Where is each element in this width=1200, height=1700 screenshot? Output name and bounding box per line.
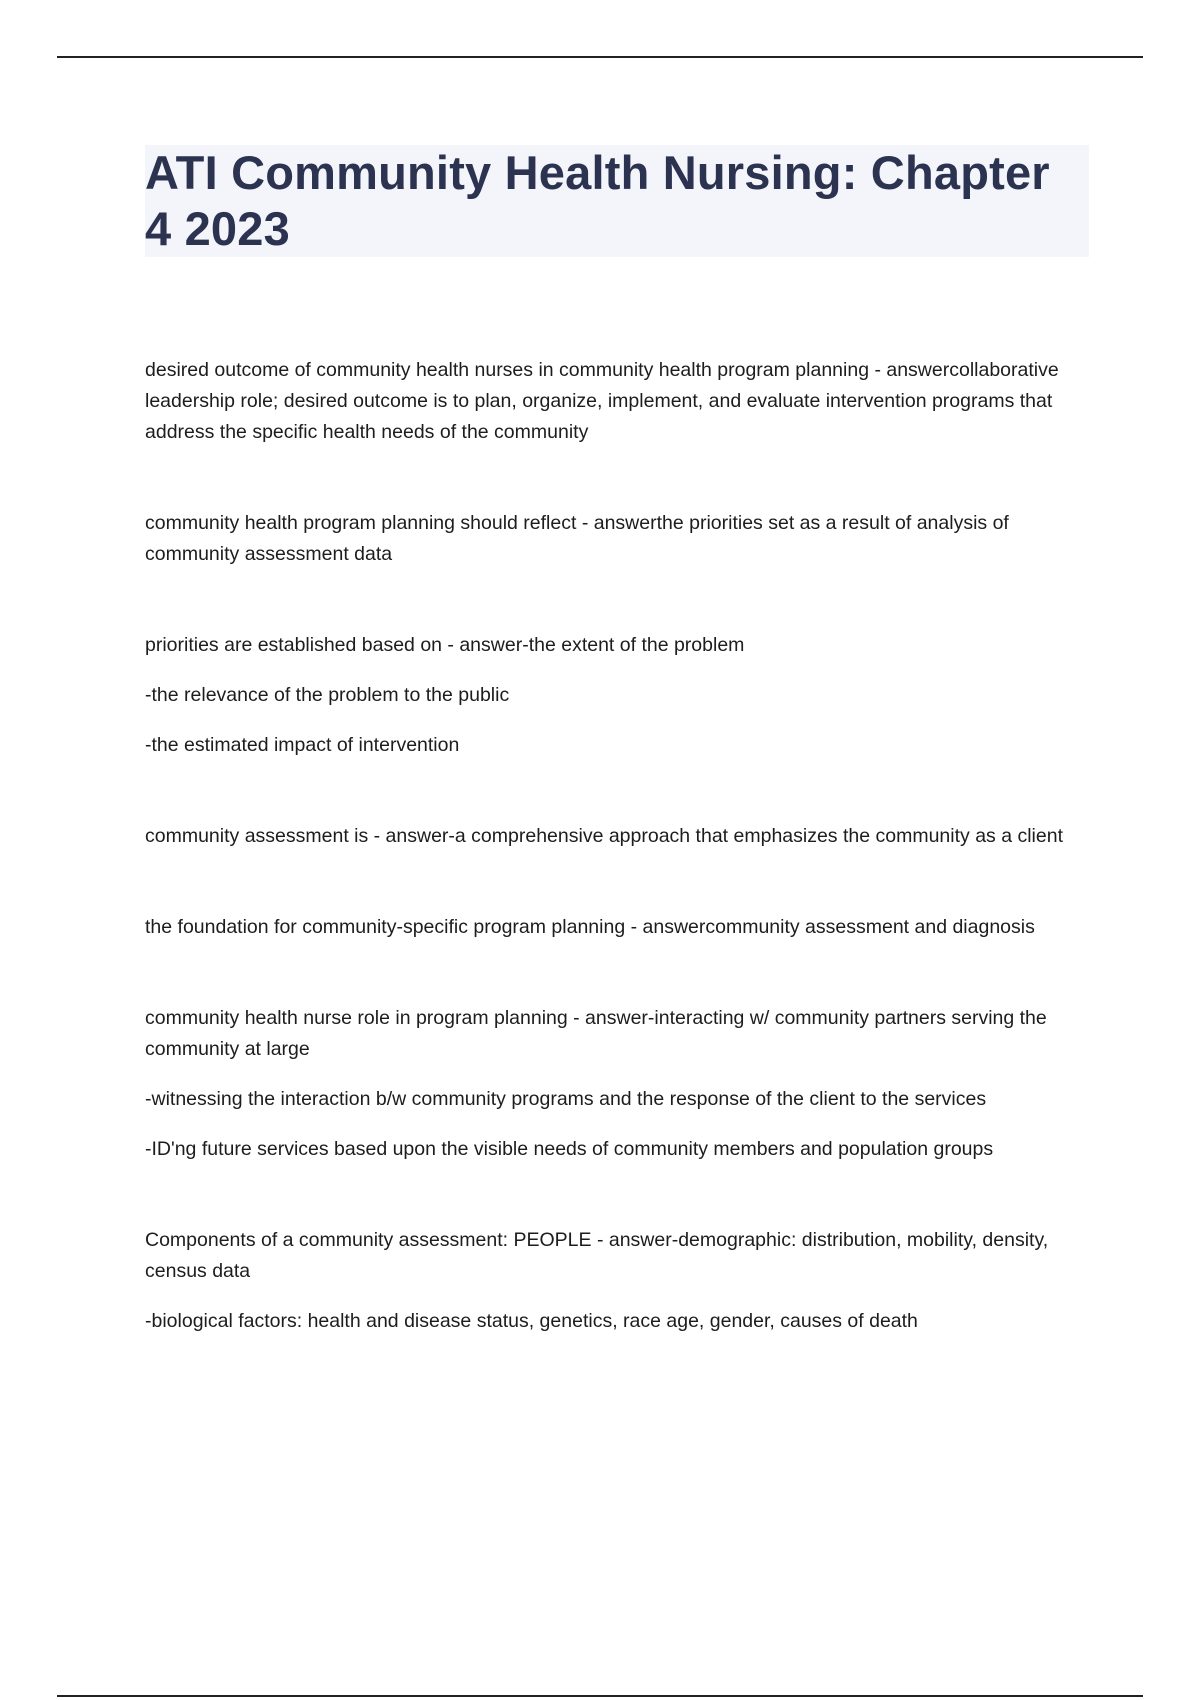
card-text: community health nurse role in program planning - answer-interacting w/ community partners serving the community at large bbox=[145, 1007, 1047, 1060]
card-text-continued: -ID'ng future services based upon the visible needs of community members and population groups bbox=[145, 1138, 994, 1160]
card-text-continued: -the estimated impact of intervention bbox=[145, 734, 460, 756]
card-text: community health program planning should reflect - answerthe priorities set as a result of analysis of community assessment data bbox=[145, 512, 1009, 565]
flashcard-3 bbox=[145, 630, 1090, 761]
flashcard-list bbox=[145, 355, 1090, 1397]
top-divider bbox=[57, 56, 1143, 58]
card-text-continued: -witnessing the interaction b/w community programs and the response of the client to the services bbox=[145, 1088, 987, 1110]
card-text: priorities are established based on - answer-the extent of the problem bbox=[145, 634, 745, 656]
document-title: ATI Community Health Nursing: Chapter 4 2023 bbox=[145, 146, 1050, 255]
card-text: community assessment is - answer-a comprehensive approach that emphasizes the community as a client bbox=[145, 825, 1063, 847]
flashcard-1 bbox=[145, 355, 1090, 448]
card-text-continued: -the relevance of the problem to the public bbox=[145, 684, 510, 706]
card-text: Components of a community assessment: PEOPLE - answer-demographic: distribution, mobility, density, census data bbox=[145, 1229, 1049, 1282]
flashcard-4 bbox=[145, 821, 1090, 852]
card-text: desired outcome of community health nurses in community health program planning - answercollaborative leadership role; desired outcome is to plan, organize, implement, and evaluate intervention programs that address the specific health needs of the community bbox=[145, 359, 1059, 443]
title-banner bbox=[145, 145, 1089, 257]
bottom-divider bbox=[57, 1695, 1143, 1697]
flashcard-2 bbox=[145, 508, 1090, 570]
flashcard-5 bbox=[145, 912, 1090, 943]
flashcard-6 bbox=[145, 1003, 1090, 1165]
card-text: the foundation for community-specific program planning - answercommunity assessment and diagnosis bbox=[145, 916, 1035, 938]
flashcard-7 bbox=[145, 1225, 1090, 1337]
card-text-continued: -biological factors: health and disease status, genetics, race age, gender, causes of death bbox=[145, 1310, 918, 1332]
